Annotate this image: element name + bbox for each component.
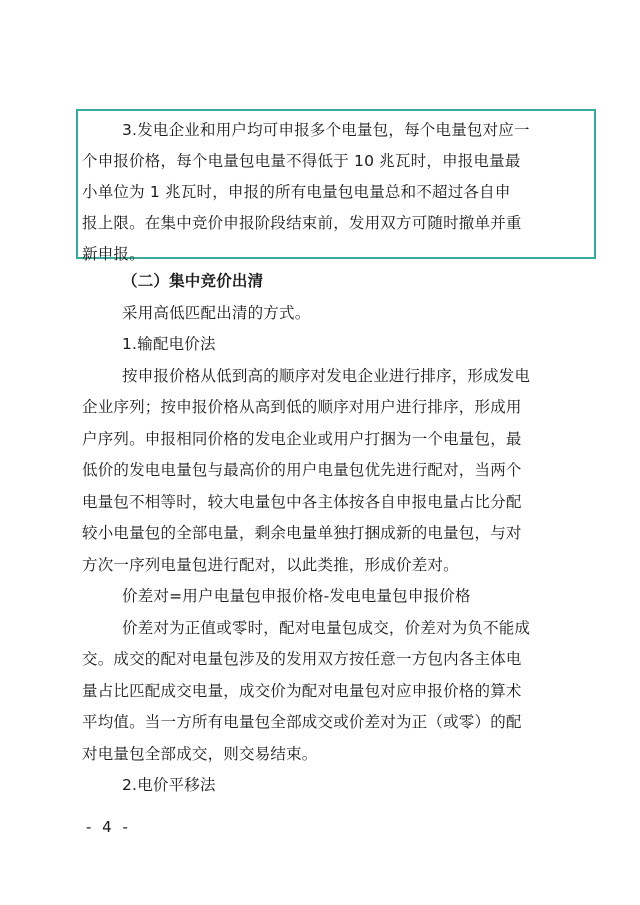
text-line: 户序列。申报相同价格的发电企业或用户打捆为一个电量包，最 [82,429,522,448]
text-line: 按申报价格从低到高的顺序对发电企业进行排序，形成发电 [122,366,531,385]
text-line: 对电量包全部成交，则交易结束。 [82,744,318,763]
text-line: 电量包不相等时，较大电量包中各主体按各自申报电量占比分配 [82,492,522,511]
text-line: 交。成交的配对电量包涉及的发用双方按任意一方包内各主体电 [82,650,522,668]
paragraph-1 [82,361,562,582]
text-line: 方次一序列电量包进行配对，以此类推，形成价差对。 [82,555,459,574]
text-line: 量占比匹配成交电量，成交价为配对电量包对应申报价格的算术 [82,681,522,700]
formula-line: 价差对=用户电量包申报价格-发电电量包申报价格 [122,587,471,605]
intro-text: 采用高低匹配出清的方式。 [122,303,311,322]
document-body [82,266,562,802]
text-line: 3.发电企业和用户均可申报多个电量包，每个电量包对应一 [122,121,530,139]
text-line: 平均值。当一方所有电量包全部成交或价差对为正（或零）的配 [82,713,522,731]
text-line: 小单位为 1 兆瓦时，申报的所有电量包电量总和不超过各自申 [82,183,511,201]
paragraph-2 [82,613,562,771]
highlighted-paragraph [82,115,562,270]
method2-title: 2.电价平移法 [122,776,216,794]
page-number: - 4 - [86,818,131,836]
text-line: 新申报。 [82,245,145,263]
text-line: 价差对为正值或零时，配对电量包成交，价差对为负不能成 [122,618,531,637]
text-line: 个申报价格，每个电量包电量不得低于 10 兆瓦时，申报电量最 [82,152,521,170]
text-line: 报上限。在集中竞价申报阶段结束前，发用双方可随时撤单并重 [82,214,522,232]
text-line: 较小电量包的全部电量，剩余电量单独打捆成新的电量包，与对 [82,524,522,542]
text-line: 低价的发电电量包与最高价的用户电量包优先进行配对，当两个 [82,461,522,479]
text-line: 企业序列；按申报价格从高到低的顺序对用户进行排序，形成用 [82,398,522,416]
method1-title: 1.输配电价法 [122,335,216,353]
section-heading: （二）集中竞价出清 [122,272,264,290]
